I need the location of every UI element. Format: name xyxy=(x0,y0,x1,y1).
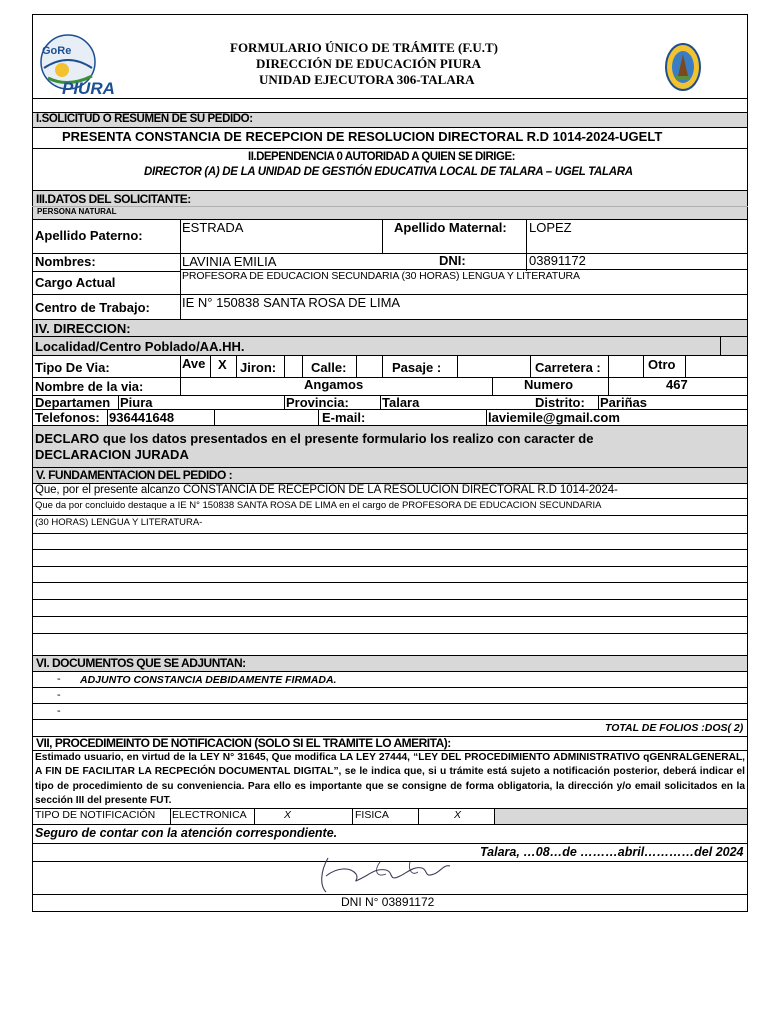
recipient-authority: DIRECTOR (A) DE LA UNIDAD DE GESTIÓN EDUCATIVA LOCAL DE TALARA – UGEL TALARA xyxy=(144,166,633,178)
calle-label: Calle: xyxy=(311,360,347,375)
ave-label: Ave xyxy=(182,356,206,371)
cargo-label: Cargo Actual xyxy=(35,275,116,290)
section4-label: IV. DIRECCION: xyxy=(35,321,131,336)
bullet-2: - xyxy=(57,689,61,701)
localidad-label: Localidad/Centro Poblado/AA.HH. xyxy=(35,339,245,354)
departamento-value: Piura xyxy=(120,395,153,410)
gore-piura-logo xyxy=(36,32,126,96)
apellido-materno-label: Apellido Maternal: xyxy=(394,220,507,235)
form-title: FORMULARIO ÚNICO DE TRÁMITE (F.U.T) xyxy=(230,40,498,55)
pasaje-label: Pasaje : xyxy=(392,360,442,375)
signature xyxy=(310,848,460,898)
otro-label: Otro xyxy=(648,357,676,372)
ugel-shield-icon xyxy=(664,42,702,92)
fisica-label: FISICA xyxy=(355,809,389,821)
section1-label: I.SOLICITUD O RESUMEN DE SU PEDIDO: xyxy=(36,113,253,125)
provincia-value: Talara xyxy=(382,395,420,410)
nombre-via-value: Angamos xyxy=(304,377,364,392)
apellido-paterno-value: ESTRADA xyxy=(182,220,244,235)
telefono-value: 936441648 xyxy=(109,410,175,425)
section2-label: II.DEPENDENCIA 0 AUTORIDAD A QUIEN SE DIRIGE: xyxy=(248,151,515,163)
closing-date: Talara, …08…de ………abril…………del 2024 xyxy=(480,845,744,859)
fundamentacion-line3: (30 HORAS) LENGUA Y LITERATURA- xyxy=(35,517,203,528)
bullet-1: - xyxy=(57,673,61,685)
ave-mark: X xyxy=(218,357,227,372)
distrito-value: Pariñas xyxy=(600,395,647,410)
numero-label: Numero xyxy=(524,377,574,392)
tipo-notificacion-label: TIPO DE NOTIFICACIÓN xyxy=(35,809,156,821)
total-folios: TOTAL DE FOLIOS :DOS( 2) xyxy=(605,722,744,734)
dni-value: 03891172 xyxy=(529,253,586,268)
dni-label: DNI: xyxy=(439,253,466,268)
tipo-via-label: Tipo De Via: xyxy=(35,360,110,375)
nombres-value: LAVINIA EMILIA xyxy=(182,254,277,269)
section3-label: III.DATOS DEL SOLICITANTE: xyxy=(36,192,191,206)
fundamentacion-line1: Que, por el presente alcanzo CONSTANCIA DE RECEPCION DE LA RESOLUCION DIRECTORAL R.D 1014-2024- xyxy=(35,484,618,496)
section5-label: V. FUNDAMENTACION DEL PEDIDO : xyxy=(36,468,233,482)
fundamentacion-line2: Que da por concluido destaque a IE N° 150838 SANTA ROSA DE LIMA en el cargo de PROFESORA DE EDUCACION SECUNDARIA xyxy=(35,500,602,511)
closing-thanks: Seguro de contar con la atención correspondiente. xyxy=(35,826,338,840)
section7-label: VII, PROCEDIMEINTO DE NOTIFICACION (SOLO SI EL TRAMITE LO AMERITA): xyxy=(36,736,451,750)
unidad-title: UNIDAD EJECUTORA 306-TALARA xyxy=(259,72,475,87)
fisica-mark: X xyxy=(454,809,462,821)
section6-label: VI. DOCUMENTOS QUE SE ADJUNTAN: xyxy=(36,656,246,670)
numero-value: 467 xyxy=(666,377,688,392)
carretera-label: Carretera : xyxy=(535,360,601,375)
electronica-mark: X xyxy=(284,809,292,821)
apellido-materno-value: LOPEZ xyxy=(529,220,572,235)
jiron-label: Jiron: xyxy=(240,360,277,375)
declaration-line1: DECLARO que los datos presentados en el presente formulario los realizo con caracter de xyxy=(35,431,594,446)
centro-label: Centro de Trabajo: xyxy=(35,300,150,315)
email-value: laviemile@gmail.com xyxy=(488,410,620,425)
electronica-label: ELECTRONICA xyxy=(172,809,247,821)
direccion-title: DIRECCIÓN DE EDUCACIÓN PIURA xyxy=(256,56,481,71)
nombres-label: Nombres: xyxy=(35,254,96,269)
person-type-label: PERSONA NATURAL xyxy=(37,207,117,216)
dni-footer: DNI N° 03891172 xyxy=(341,895,435,909)
logo-text-piura: PIURA xyxy=(62,79,115,98)
cargo-value: PROFESORA DE EDUCACION SECUNDARIA (30 HORAS) LENGUA Y LITERATURA xyxy=(182,270,580,282)
nombre-via-label: Nombre de la via: xyxy=(35,379,144,394)
provincia-label: Provincia: xyxy=(286,395,349,410)
departamento-label: Departamen xyxy=(35,395,111,410)
distrito-label: Distrito: xyxy=(535,395,585,410)
email-label: E-mail: xyxy=(322,410,366,425)
logo-text-gore: GoRe xyxy=(42,45,72,57)
apellido-paterno-label: Apellido Paterno: xyxy=(35,228,143,243)
centro-value: IE N° 150838 SANTA ROSA DE LIMA xyxy=(182,295,401,310)
request-summary: PRESENTA CONSTANCIA DE RECEPCION DE RESOLUCION DIRECTORAL R.D 1014-2024-UGELT xyxy=(62,129,663,144)
telefonos-label: Telefonos: xyxy=(35,410,100,425)
notification-paragraph: Estimado usuario, en virtud de la LEY N° 31645, Que modifica LA LEY 27444, “LEY DEL PROCEDIMIENTO ADMINISTRATIVO qGENRALGENERAL, A FIN DE FACILITAR LA RECPECIÓN DOCUMENTAL DIGITAL”, se le indica que, si u trámite está sujeto a notificación posterior, deberá indicar el tipo de procedimiento de su conveniencia. Para ello es importante que se consigne de forma obligatoria, la dirección y/o email solicitados en la sección III del presente FUT. xyxy=(35,752,745,807)
document-item-1: ADJUNTO CONSTANCIA DEBIDAMENTE FIRMADA. xyxy=(80,674,337,686)
declaration-line2: DECLARACION JURADA xyxy=(35,447,189,462)
bullet-3: - xyxy=(57,705,61,717)
